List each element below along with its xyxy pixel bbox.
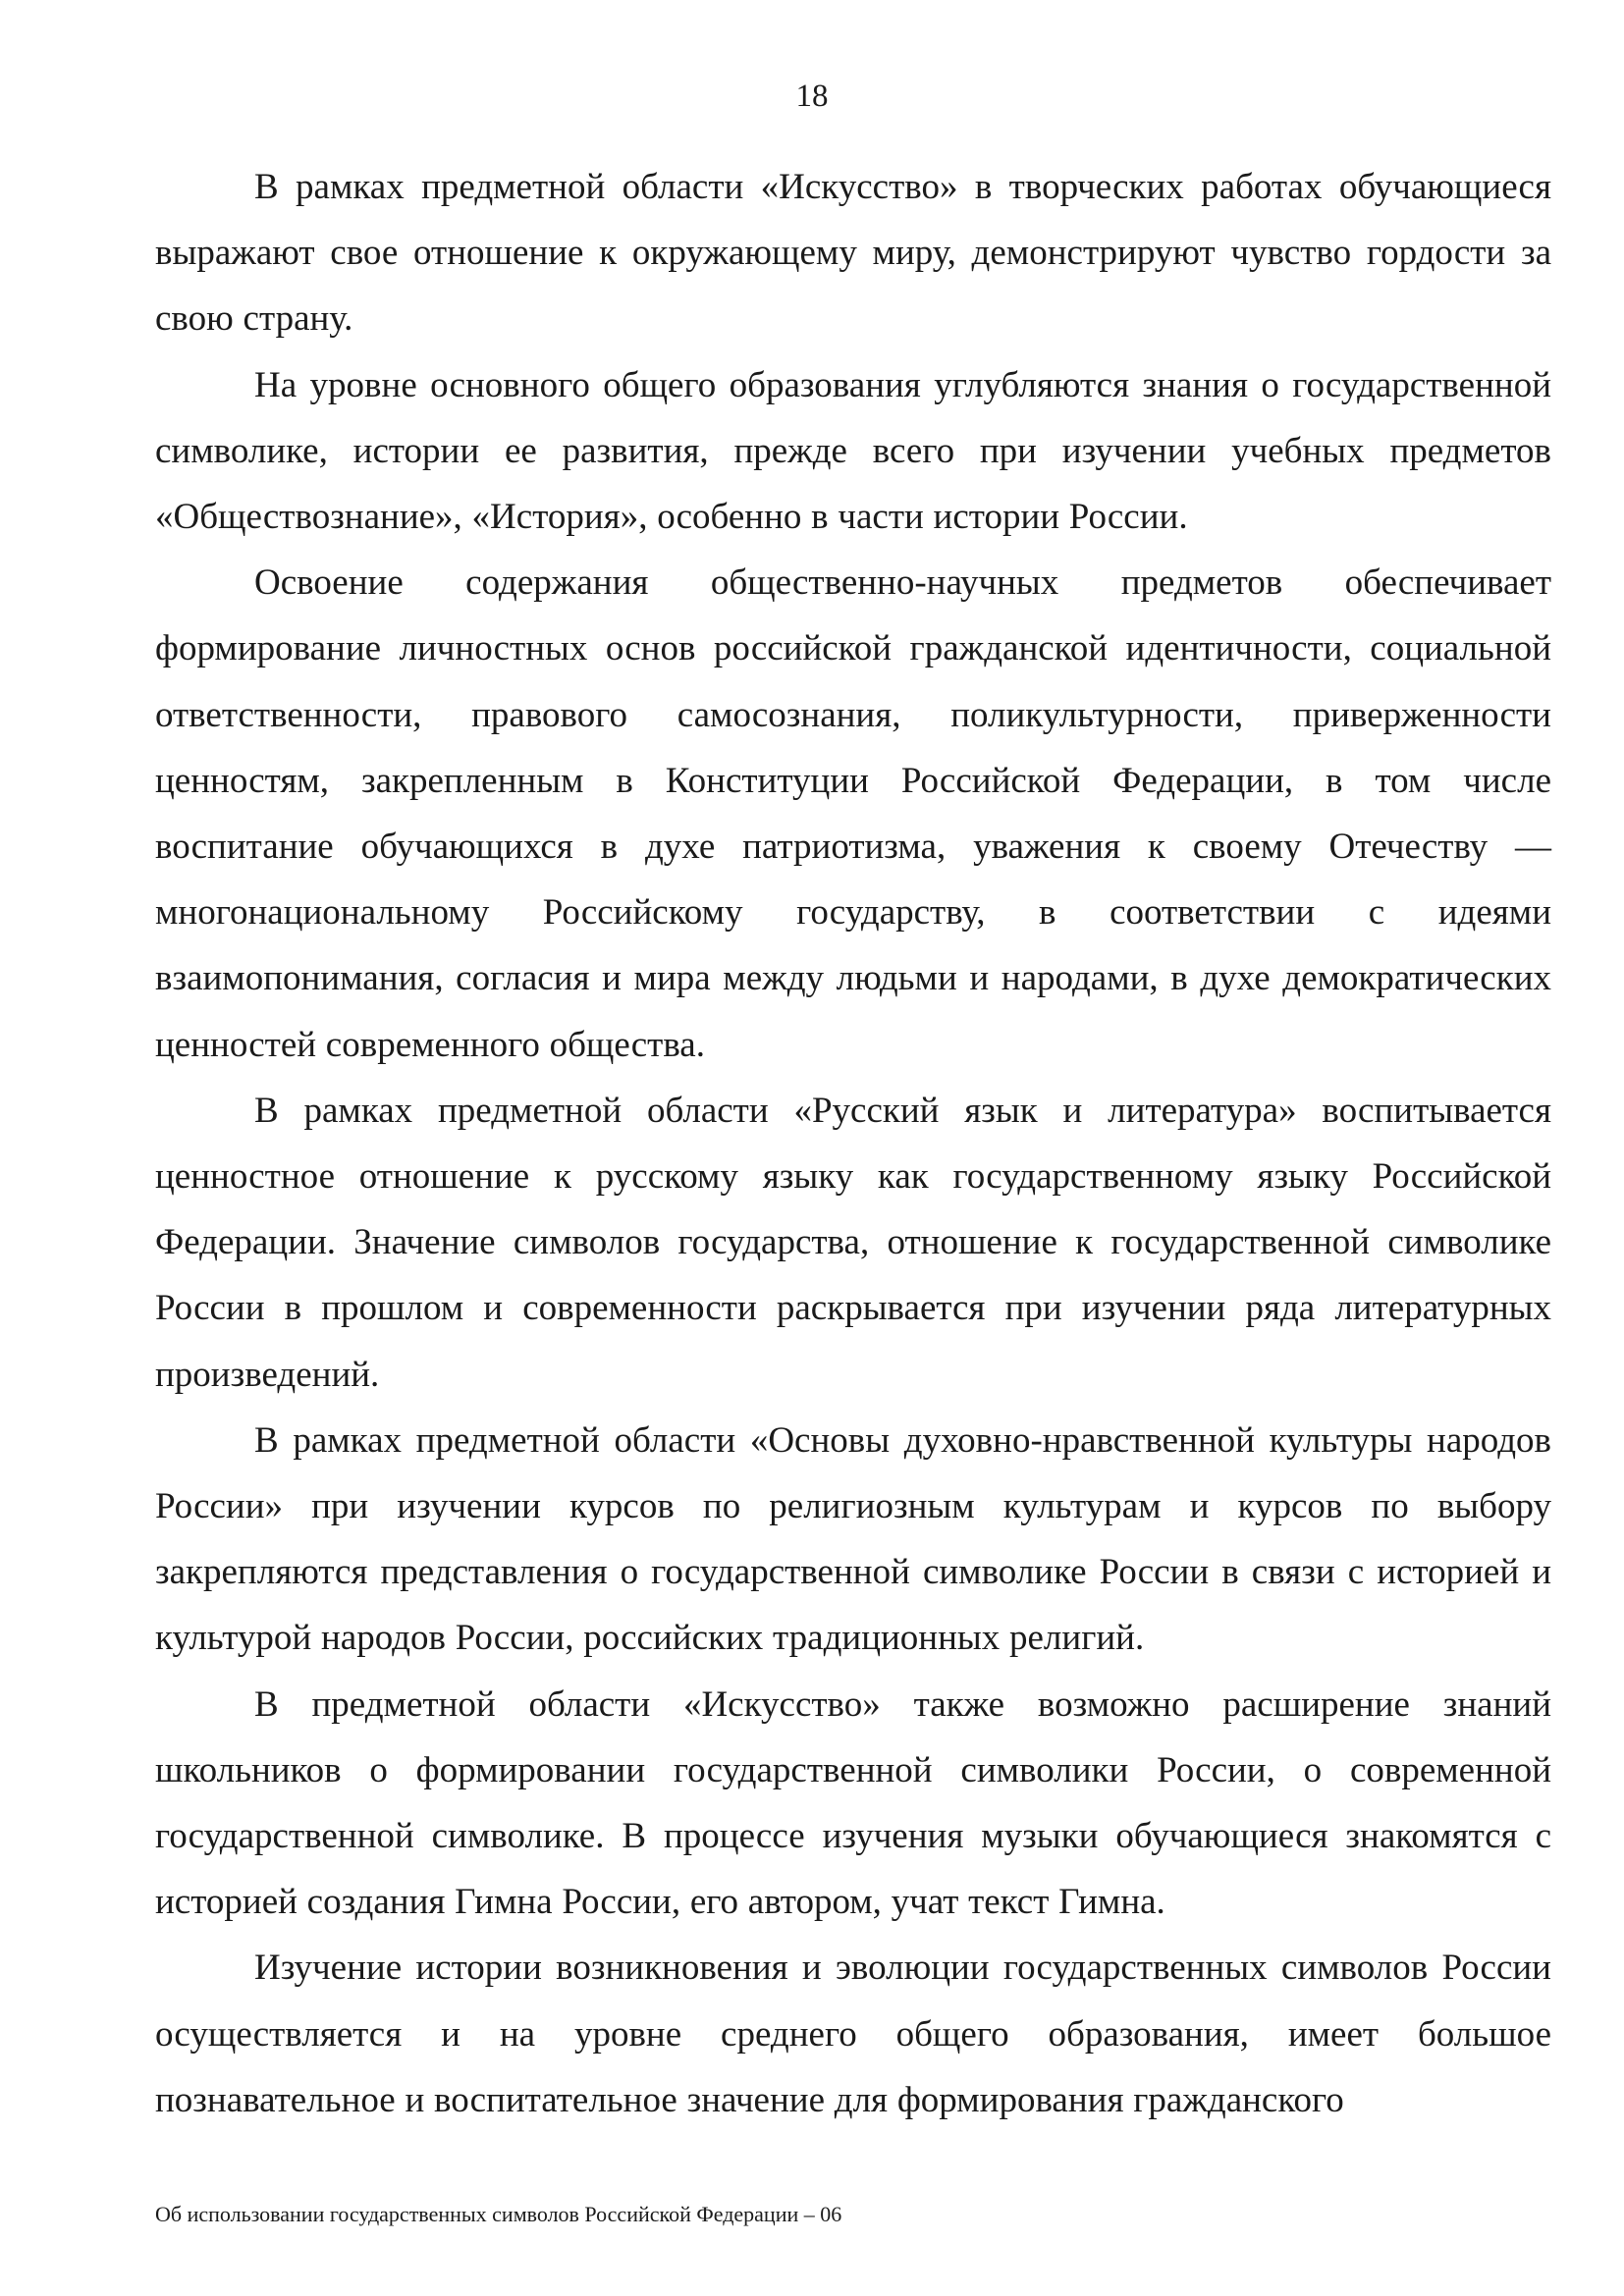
paragraph-russian-literature: В рамках предметной области «Русский язык и литература» воспитывается ценностное отношение к русскому языку как государственному языку Российской Федерации. Значение символов государства, отношение к государственной символике России в прошлом и современности раскрывается при изучении ряда литературных произведений.	[155, 1090, 1551, 1395]
paragraph-social-sciences: Освоение содержания общественно-научных предметов обеспечивает формирование личностных основ российской гражданской идентичности, социальной ответственности, правового самосознания, поликультурности, приверженности ценностям, закрепленным в Конституции Российской Федерации, в том числе воспитание обучающихся в духе патриотизма, уважения к своему Отечеству — многонациональному Российскому государству, в соответствии с идеями взаимопонимания, согласия и мира между людьми и народами, в духе демократических ценностей современного общества.	[155, 562, 1551, 1065]
document-body	[155, 154, 1551, 2133]
paragraph-art-music-anthem: В предметной области «Искусство» также возможно расширение знаний школьников о формировании государственной символики России, о современной государственной символике. В процессе изучения музыки обучающиеся знакомятся с историей создания Гимна России, его автором, учат текст Гимна.	[155, 1683, 1551, 1923]
paragraph-basic-education: На уровне основного общего образования углубляются знания о государственной символике, истории ее развития, прежде всего при изучении учебных предметов «Обществознание», «История», особенно в части истории России.	[155, 364, 1551, 538]
paragraph-spiritual-moral-culture: В рамках предметной области «Основы духовно-нравственной культуры народов России» при изучении курсов по религиозным культурам и курсов по выбору закрепляются представления о государственной символике России в связи с историей и культурой народов России, российских традиционных религий.	[155, 1419, 1551, 1659]
page-number: 18	[795, 79, 829, 114]
document-footer: Об использовании государственных символов Российской Федерации – 06	[155, 2202, 842, 2226]
paragraph-secondary-education: Изучение истории возникновения и эволюции государственных символов России осуществляется и на уровне среднего общего образования, имеет большое познавательное и воспитательное значение для формирования гражданского	[155, 1948, 1551, 2120]
paragraph-art-creative-works: В рамках предметной области «Искусство» в творческих работах обучающиеся выражают свое отношение к окружающему миру, демонстрируют чувство гордости за свою страну.	[155, 167, 1551, 340]
